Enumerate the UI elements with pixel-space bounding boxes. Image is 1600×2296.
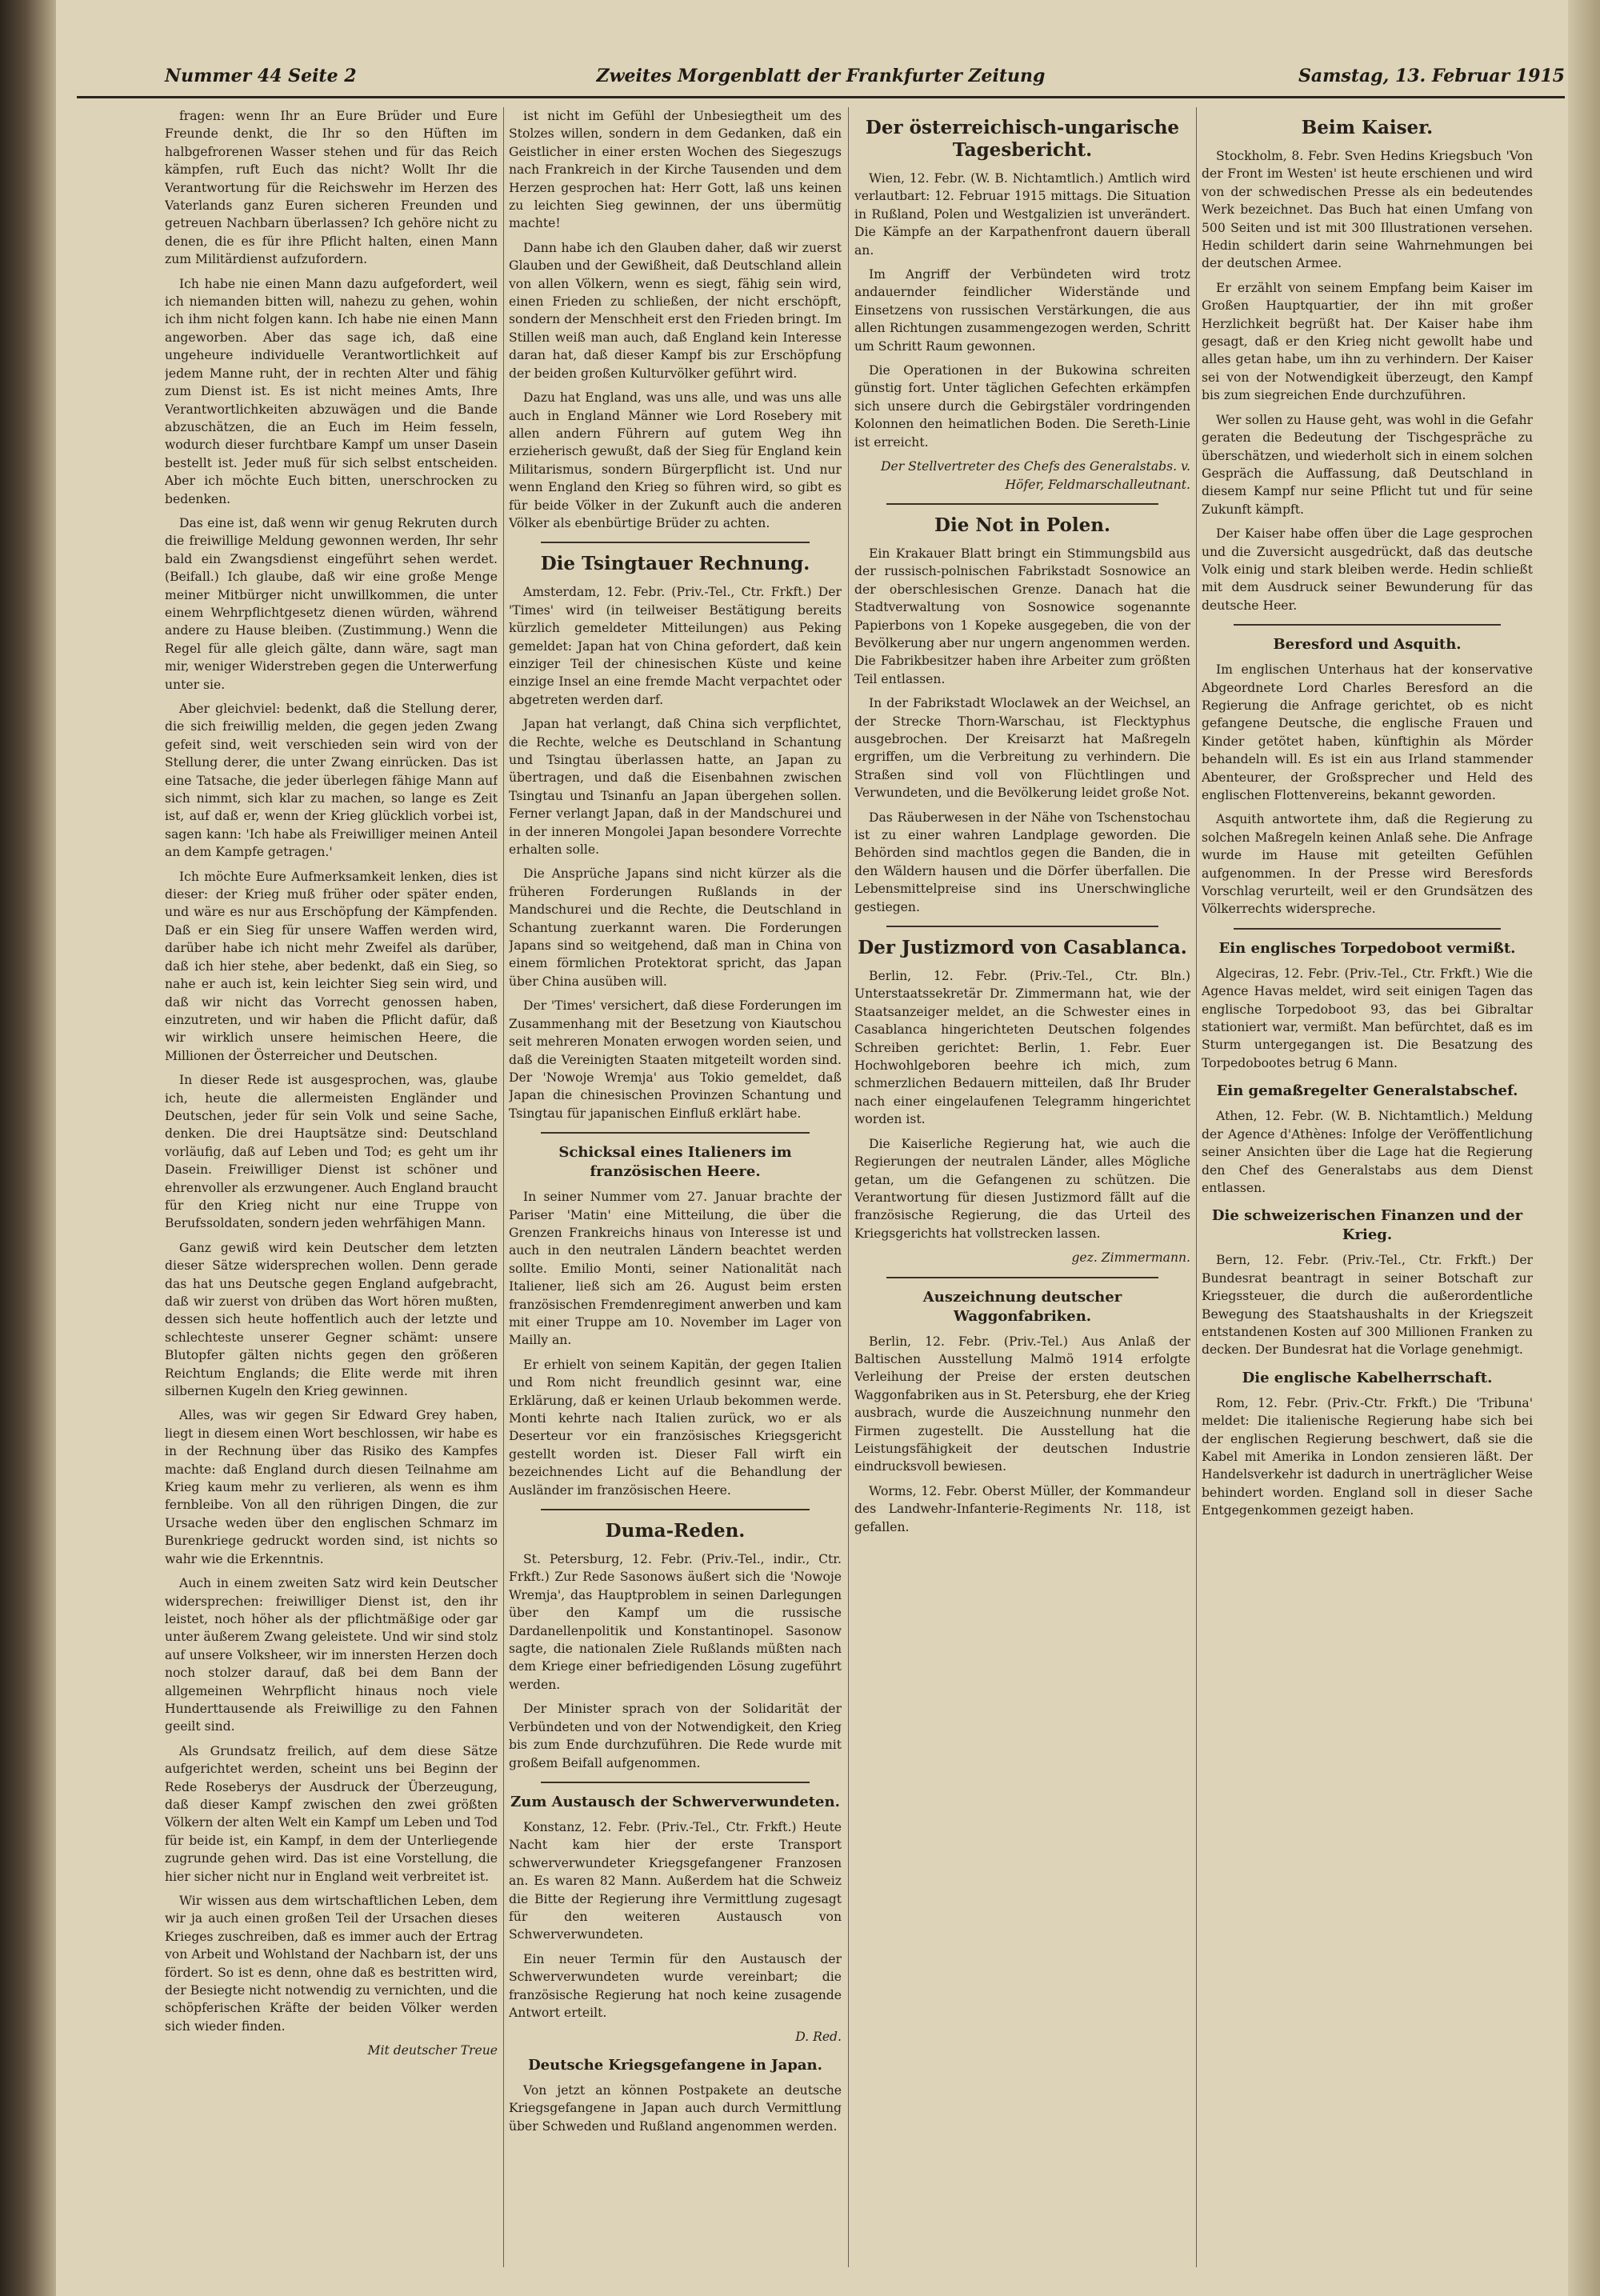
paragraph: Die Kaiserliche Regierung hat, wie auch die Regierungen der neutralen Länder, alles Mögliche getan, um die Gefangenen zu schützen. Die Verantwortung für diesen Justizmord fällt auf die französische Regierung, die das Urteil des Kriegsgerichts hat vollstrecken lassen. xyxy=(854,1136,1190,1241)
column-rule xyxy=(1196,107,1197,2267)
paragraph: Die Operationen in der Bukowina schreiten günstig fort. Unter täglichen Gefechten erkämpfen sich unsere durch die Gebirgstäler vordringenden Kolonnen den heimatlichen Boden. Die Sereth-Linie ist erreicht. xyxy=(854,363,1190,450)
column-4 xyxy=(1202,107,1533,2267)
paragraph: Das eine ist, daß wenn wir genug Rekruten durch die freiwillige Meldung gewonnen werden, Ihr sehr bald ein Zwangsdienst eingeführt sehen werdet. (Beifall.) Ich glaube, daß wir eine große Menge meiner Mitbürger nicht unwillkommen, die unter einem Wehrpflichtgesetz dienen würden, während andere zu Hause bleiben. (Zustimmung.) Wenn die Regel für alle gleich gälte, dann wäre, sagt man mir, weniger Widerstreben gegen die Unterwerfung unter sie. xyxy=(165,515,498,692)
paragraph: Dann habe ich den Glauben daher, daß wir zuerst Glauben und der Gewißheit, daß Deutschland allein von allen Völkern, wenn es siegt, fähig sein wird, einen Frieden zu schließen, der nicht erschöpft, sondern der Menschheit erst den Frieden bringt. Im Stillen weiß man auch, daß England kein Interesse daran hat, daß dieser Kampf bis zur Erschöpfung der beiden großen Kulturvölker geführt wird. xyxy=(509,240,842,381)
page-edge xyxy=(1568,0,1600,2296)
article-headline: Der österreichisch-ungarische Tagesbericht. xyxy=(865,117,1180,161)
paragraph: Konstanz, 12. Febr. (Priv.-Tel., Ctr. Frkft.) Heute Nacht kam hier der erste Transport schwerverwundeter Kriegsgefangener Franzosen an. Es waren 82 Mann. Außerdem hat die Schweiz die Bitte der Regierung ihre Vermittlung zugesagt für den weiteren Austausch von Schwerverwundeten. xyxy=(509,1819,842,1942)
paragraph: In seiner Nummer vom 27. Januar brachte der Pariser 'Matin' eine Mitteilung, die über die Grenzen Frankreichs hinaus von Interesse ist und auch in den neutralen Ländern beachtet werden sollte. Emilio Monti, seiner Nationalität nach Italiener, ließ sich am 26. August beim ersten französischen Fremdenregiment anwerben und kam mit einer Truppe am 10. November im Lager von Mailly an. xyxy=(509,1190,842,1348)
paragraph: Japan hat verlangt, daß China sich verpflichtet, die Rechte, welche es Deutschland in Schantung und Tsingtau überlassen hatte, an Japan zu übertragen, und daß die Eisenbahnen zwischen Tsingtau und Tsinanfu an Japan übergehen sollen. Ferner verlangt Japan, daß in der Mandschurei und in der inneren Mongolei Japan besondere Vorrechte erhalten solle. xyxy=(509,717,842,858)
article-divider xyxy=(541,1132,810,1134)
article-divider xyxy=(886,926,1158,927)
newspaper-title: Zweites Morgenblatt der Frankfurter Zeitung xyxy=(596,66,1046,86)
article-divider xyxy=(541,542,810,543)
paragraph: Ein neuer Termin für den Austausch der Schwerverwundeten wurde vereinbart; die französische Regierung hat noch keine zusagende Antwort erteilt. xyxy=(509,1951,842,2020)
article-headline: Die schweizerischen Finanzen und der Krieg. xyxy=(1211,1207,1523,1244)
column-2 xyxy=(509,107,842,2267)
paragraph: Algeciras, 12. Febr. (Priv.-Tel., Ctr. Frkft.) Wie die Agence Havas meldet, wird seit einigen Tagen das englische Torpedoboot 93, das bei Gibraltar stationiert war, vermißt. Man befürchtet, daß es im Sturm untergegangen ist. Die Besatzung des Torpedobootes betrug 6 Mann. xyxy=(1202,966,1533,1070)
newspaper-sheet xyxy=(77,56,1565,2280)
masthead xyxy=(77,56,1565,98)
paragraph: Das Räuberwesen in der Nähe von Tschenstochau ist zu einer wahren Landplage geworden. Die Behörden sind machtlos gegen die Banden, die in den Wäldern hausen und die Dörfer überfallen. Die Lebensmittelpreise sind ins Unerschwingliche gestiegen. xyxy=(854,810,1190,914)
article-divider xyxy=(541,1509,810,1510)
column-rule xyxy=(848,107,849,2267)
paragraph: Auch in einem zweiten Satz wird kein Deutscher widersprechen: freiwilliger Dienst ist, den ihr leistet, noch höher als der pflichtmäßige oder gar unter äußerem Zwang geleistete. Und wir sind stolz auf unsere Volksheer, wir im innersten Herzen doch noch stolzer darauf, daß bei dem Bann der allgemeinen Wehrpflicht hinaus noch viele Hunderttausende als Freiwillige zu den Fahnen geeilt sind. xyxy=(165,1576,498,1734)
article-headline: Zum Austausch der Schwerverwundeten. xyxy=(510,1793,840,1810)
paragraph: Er erzählt von seinem Empfang beim Kaiser im Großen Hauptquartier, der ihn mit großer Herzlichkeit begrüßt hat. Der Kaiser habe ihm gesagt, daß er den Krieg nicht gewollt habe und alles getan habe, um ihn zu verhindern. Der Kaiser sei von der Notwendigkeit überzeugt, den Kampf bis zum siegreichen Ende durchzuführen. xyxy=(1202,280,1533,403)
paragraph: Berlin, 12. Febr. (Priv.-Tel., Ctr. Bln.) Unterstaatssekretär Dr. Zimmermann hat, wie der Staatsanzeiger meldet, an die Schwester eines in Casablanca hingerichteten Deutschen folgendes Schreiben gerichtet: Berlin, 1. Febr. Euer Hochwohlgeboren beehre ich mich, zum schmerzlichen Bedauern mitteilen, daß Ihr Bruder nach einer eingelaufenen Telegramm hingerichtet worden ist. xyxy=(854,969,1190,1127)
paragraph: Athen, 12. Febr. (W. B. Nichtamtlich.) Meldung der Agence d'Athènes: Infolge der Veröffentlichung seiner Ansichten über die Lage hat die Regierung den Chef des Generalstabs aus dem Dienst entlassen. xyxy=(1202,1109,1533,1195)
article-headline: Ein gemaßregelter Generalstabschef. xyxy=(1216,1082,1518,1100)
paragraph: Wer sollen zu Hause geht, was wohl in die Gefahr geraten die Bedeutung der Tischgespräche zu überschätzen, und wiederholt sich in einem solchen Gespräch die Auffassung, daß Deutschland in diesem Kampf nur seine Pflicht tut und für seine Zukunft kämpft. xyxy=(1202,412,1533,517)
paragraph: Aber gleichviel: bedenkt, daß die Stellung derer, die sich freiwillig melden, die gegen jeden Zwang gefeit sind, weit verschieden sein wird von der Stellung derer, die unter Zwang einrücken. Das ist eine Tatsache, die jeder überlegen fähige Mann auf sich nimmt, sich klar zu machen, so lange es Zeit ist, auf daß er, wenn der Krieg glücklich vorbei ist, sagen kann: 'Ich habe als Freiwilliger meinen Anteil an dem Kampfe getragen.' xyxy=(165,702,498,860)
paragraph: Ein Krakauer Blatt bringt ein Stimmungsbild aus der russisch-polnischen Fabrikstadt Sosnowice an der oberschlesischen Grenze. Danach hat die Stadtverwaltung von Sosnowice sogenannte Papierbons von 1 Kopeke ausgegeben, die von der Bevölkerung aber nur ungern angenommen werden. Die Fabrikbesitzer haben ihre Arbeiter zum größten Teil entlassen. xyxy=(854,546,1190,686)
paragraph: Wir wissen aus dem wirtschaftlichen Leben, dem wir ja auch einen großen Teil der Ursachen dieses Krieges zuschreiben, daß es immer auch der Ertrag von Arbeit und Wohlstand der Nachbarn ist, der uns fördert. So ist es denn, ohne daß es bestritten wird, der Besiegte nicht notwendig zu vernichten, und die schöpferischen Kräfte der beiden Völker werden sich wieder finden. xyxy=(165,1894,498,2034)
article-headline: Die englische Kabelherrschaft. xyxy=(1242,1369,1493,1386)
article-headline: Auszeichnung deutscher Waggonfabriken. xyxy=(922,1288,1122,1325)
article-headline: Beresford und Asquith. xyxy=(1273,636,1462,654)
paragraph: Stockholm, 8. Febr. Sven Hedins Kriegsbuch 'Von der Front im Westen' ist heute erschienen und wird von der schwedischen Presse als ein bedeutendes Werk bezeichnet. Das Buch hat einen Umfang von 500 Seiten und ist mit 300 Illustrationen versehen. Hedin schildert darin seine Wahrnehmungen bei der deutschen Armee. xyxy=(1202,149,1533,271)
paragraph: Der Kaiser habe offen über die Lage gesprochen und die Zuversicht ausgedrückt, daß das deutsche Volk einig und stark bleiben werde. Hedin schließt mit dem Ausdruck seiner Bewunderung für das deutsche Heer. xyxy=(1202,526,1533,613)
paragraph: Der Minister sprach von der Solidarität der Verbündeten und von der Notwendigkeit, den Krieg bis zum Ende durchzuführen. Die Rede wurde mit großem Beifall aufgenommen. xyxy=(509,1702,842,1770)
paragraph: Rom, 12. Febr. (Priv.-Ctr. Frkft.) Die 'Tribuna' meldet: Die italienische Regierung habe sich bei der englischen Regierung beschwert, daß sie die Kabel mit Amerika in London zensieren läßt. Der Handelsverkehr ist dadurch in unerträglicher Weise behindert worden. England soll in dieser Sache Entgegenkommen gezeigt haben. xyxy=(1202,1395,1533,1518)
paragraph: In dieser Rede ist ausgesprochen, was, glaube ich, heute die allermeisten Engländer und Deutschen, jeder für sein Volk und seine Sache, denken. Die drei Hauptsätze sind: Deutschland vorläufig, daß auf Leben und Tod; es geht um ihr Dasein. Freiwilliger Dienst ist schöner und ehrenvoller als erzwungener. Auch England braucht für den Krieg nicht nur eine Truppe von Berufssoldaten, sondern jeden wehrfähigen Mann. xyxy=(165,1073,498,1231)
paragraph: fragen: wenn Ihr an Eure Brüder und Eure Freunde denkt, die Ihr so den Hüften im halbgefrorenen Wasser stehen und für das Reich kämpfen, ruft Euch das nicht? Wollt Ihr die Verantwortung für die Reichswehr im Herzen des Vaterlands ganz Euren sicheren Freunden und getreuen Nachbarn überlassen? Ich gehöre nicht zu denen, die es für ihre Pflicht halten, einen Mann zum Militärdienst aufzufordern. xyxy=(165,109,498,267)
paragraph: Der 'Times' versichert, daß diese Forderungen im Zusammenhang mit der Besetzung von Kiautschou seit mehreren Monaten erwogen worden seien, und daß die Vereinigten Staaten mitgeteilt worden sind. Der 'Nowoje Wremja' aus Tokio gemeldet, daß Japan die chinesischen Provinzen Schantung und Tsingtau für japanischen Einfluß erklärt habe. xyxy=(509,998,842,1121)
article-headline: Die Tsingtauer Rechnung. xyxy=(540,553,810,575)
paragraph: Von jetzt an können Postpakete an deutsche Kriegsgefangene in Japan auch durch Vermittlung über Schweden und Rußland angenommen werden. xyxy=(509,2082,842,2134)
paragraph: Berlin, 12. Febr. (Priv.-Tel.) Aus Anlaß der Baltischen Ausstellung Malmö 1914 erfolgte Verleihung der Preise der ersten deutschen Waggonfabriken aus in St. Petersburg, ehe der Krieg ausbrach, wurde die Auszeichnung nunmehr den Firmen zugestellt. Die Ausstellung hat die Leistungsfähigkeit der deutschen Industrie eindrucksvoll bewiesen. xyxy=(854,1334,1190,1474)
signature: Mit deutscher Treue xyxy=(367,2043,498,2058)
signature: Der Stellvertreter des Chefs des Generalstabs. v. Höfer, Feldmarschalleutnant. xyxy=(881,459,1190,492)
article-divider xyxy=(541,1782,810,1783)
paragraph: Asquith antwortete ihm, daß die Regierung zu solchen Maßregeln keinen Anlaß sehe. Die Anfrage wurde im Hause mit geteilten Gefühlen aufgenommen. In der Presse wird Beresfords Vorschlag verurteilt, weil er den Grundsätzen des Völkerrechts widerspreche. xyxy=(1202,812,1533,917)
paragraph: Er erhielt von seinem Kapitän, der gegen Italien und Rom nicht freundlich gesinnt war, eine Erklärung, daß er keinen Urlaub bekommen werde. Monti kehrte nach Italien zurück, wo er als Deserteur vor ein französisches Kriegsgericht gestellt worden ist. Dieser Fall wirft ein bezeichnendes Licht auf die Behandlung der Ausländer im französischen Heere. xyxy=(509,1357,842,1498)
paragraph: Im englischen Unterhaus hat der konservative Abgeordnete Lord Charles Beresford an die Regierung die Anfrage gerichtet, ob es nicht gefangene Deutsche, die englische Frauen und Kinder getötet haben, künftighin als Mörder behandeln will. Es ist ein aus Irland stammender Abenteurer, der Großsprecher und Held des englischen Flottenvereins, bekannt geworden. xyxy=(1202,662,1533,802)
article-headline: Duma-Reden. xyxy=(605,1520,746,1542)
book-binding xyxy=(0,0,56,2296)
article-headline: Deutsche Kriegsgefangene in Japan. xyxy=(528,2056,822,2074)
paragraph: ist nicht im Gefühl der Unbesiegtheit um des Stolzes willen, sondern in dem Gedanken, daß ein Geistlicher in einer ersten Wochen des Siegeszugs nach Frankreich in der Kirche Tausenden und dem Herzen gesprochen hat: Herr Gott, laß uns keinen zu leichten Sieg gewinnen, der uns übermütig machte! xyxy=(509,109,842,231)
paragraph: Die Ansprüche Japans sind nicht kürzer als die früheren Forderungen Rußlands in der Mandschurei und die Rechte, die Deutschland in Schantung zuerkannt waren. Die Forderungen Japans sind so weitgehend, daß man in China von einem förmlichen Protektorat spricht, das Japan über China ausüben will. xyxy=(509,866,842,989)
article-headline: Schicksal eines Italieners im französischen Heere. xyxy=(558,1144,792,1181)
article-divider xyxy=(886,1277,1158,1278)
paragraph: Ich habe nie einen Mann dazu aufgefordert, weil ich niemanden bitten will, nahezu zu gehen, wohin ich ihm nicht folgen kann. Ich habe nie einen Mann angeworben. Aber das sage ich, daß eine ungeheure individuelle Verantwortlichkeit auf jedem Manne ruht, der in rechten Alter und fähig zum Dienst ist. Es ist nicht meines Amts, Ihre Verantwortlichkeiten abzuwägen und die Bande abzuschätzen, die an Euch im Heim fesseln, wodurch dieser furchtbare Kampf um unser Dasein bestellt ist. Jeder muß für sich selbst entscheiden. Aber ich möchte Euch bitten, unerschrocken zu bedenken. xyxy=(165,276,498,506)
article-divider xyxy=(1234,928,1501,930)
paragraph: Ganz gewiß wird kein Deutscher dem letzten dieser Sätze widersprechen wollen. Denn gerade das hat uns Deutsche gegen England aufgebracht, daß wir zuerst von drüben das Wort hören mußten, dessen sich heute hoffentlich auch der letzte und schlechteste unserer Gegner schämt: unsere Blutopfer gälten nichts gegen den größeren Reichtum Englands; die Elite werde mit ihren silbernen Kugeln den Krieg gewinnen. xyxy=(165,1240,498,1399)
issue-date: Samstag, 13. Februar 1915 xyxy=(1298,66,1565,86)
paragraph: Im Angriff der Verbündeten wird trotz andauernder feindlicher Widerstände und Einsetzens von russischen Verstärkungen, die aus allen Richtungen zusammengezogen werden, Schritt um Schritt Raum gewonnen. xyxy=(854,267,1190,354)
paragraph: Amsterdam, 12. Febr. (Priv.-Tel., Ctr. Frkft.) Der 'Times' wird (in teilweiser Bestätigung bereits kürzlich gemeldeter Mitteilungen) aus Peking gemeldet: Japan hat von China gefordert, daß kein einziger Teil der chinesischen Küste und keine einzige Insel an eine fremde Macht verpachtet oder abgetreten werden darf. xyxy=(509,585,842,707)
paragraph: Dazu hat England, was uns alle, und was uns alle auch in England Männer wie Lord Rosebery mit allen andern Führern auf gutem Weg ihn erzieherisch gewußt, daß der Sieg für England kein Militarismus, sondern Bürgerpflicht ist. Und nur wenn England den Krieg so führen wird, so gibt es für beide Völker in der Zukunft auch die anderen Völker als ebenbürtige Brüder zu achten. xyxy=(509,390,842,530)
paragraph: Alles, was wir gegen Sir Edward Grey haben, liegt in diesem einen Wort beschlossen, wir habe es in der Rechnung über das Risiko des Kampfes machte: daß England durch diesen Teilnahme am Krieg kaum mehr zu verlieren, als wenn es ihm fernbleibe. Von all den rührigen Dingen, die zur Ursache weden über den englischen Schmarz im Burenkriege gedruckt worden sind, ist nichts so wahr wie die Erkenntnis. xyxy=(165,1408,498,1566)
paragraph: St. Petersburg, 12. Febr. (Priv.-Tel., indir., Ctr. Frkft.) Zur Rede Sasonows äußert sich die 'Nowoje Wremja', das Hauptproblem in seinen Darlegungen über den Kampf um die russische Dardanellenpolitik und Konstantinopel. Sasonow sagte, die nationalen Ziele Rußlands müßten nach dem Kriege einer befriedigenden Lösung zugeführt werden. xyxy=(509,1552,842,1692)
column-rule xyxy=(503,107,504,2267)
issue-number: Nummer 44 Seite 2 xyxy=(165,66,357,86)
article-headline: Beim Kaiser. xyxy=(1301,117,1434,138)
signature: D. Red. xyxy=(795,2030,842,2045)
column-3 xyxy=(854,107,1190,2267)
paragraph: Als Grundsatz freilich, auf dem diese Sätze aufgerichtet werden, scheint uns bei Beginn der Rede Roseberys der Ausdruck der Überzeugung, daß dieser Kampf zwischen den zwei größten Völkern der alten Welt ein Kampf um Leben und Tod für beide ist, ein Kampf, in dem der Unterliegende zugrunde gehen wird. Das ist eine Vorstellung, die hier sicher nicht nur in England weit verbreitet ist. xyxy=(165,1743,498,1884)
paragraph: Wien, 12. Febr. (W. B. Nichtamtlich.) Amtlich wird verlautbart: 12. Februar 1915 mittags. Die Situation in Rußland, Polen und Westgalizien ist unverändert. Die Kämpfe an der Karpathenfront dauern überall an. xyxy=(854,171,1190,258)
article-headline: Ein englisches Torpedoboot vermißt. xyxy=(1218,939,1516,957)
paragraph: In der Fabrikstadt Wloclawek an der Weichsel, an der Strecke Thorn-Warschau, ist Flecktyphus ausgebrochen. Der Kreisarzt hat Maßregeln ergriffen, um die Verbreitung zu verhindern. Die Straßen sind voll von Flüchtlingen und Verwundeten, und die Bevölkerung leidet große Not. xyxy=(854,696,1190,801)
article-divider xyxy=(886,503,1158,505)
article-headline: Der Justizmord von Casablanca. xyxy=(858,937,1187,959)
paragraph: Ich möchte Eure Aufmerksamkeit lenken, dies ist dieser: der Krieg muß früher oder später enden, und wäre es nur aus Erschöpfung der Kämpfenden. Daß er ein Sieg für unsere Waffen werden wird, darüber habe ich nicht mehr Zweifel als darüber, daß ich hier stehe, aber bedenkt, daß ein Sieg, so nahe er auch ist, kein leichter Sieg sein wird, und daß wir nicht das Vorrecht genossen haben, einzutreten, und wir haben die Pflicht dafür, daß wir wirklich unsere heimischen Heere, die Millionen der Österreicher und Deutschen. xyxy=(165,869,498,1063)
article-divider xyxy=(1234,624,1501,626)
paragraph: Bern, 12. Febr. (Priv.-Tel., Ctr. Frkft.) Der Bundesrat beantragt in seiner Botschaft zur Kriegssteuer, die durch die außerordentliche Bewegung des Staatshaushalts in der Kriegszeit entstandenen Kosten auf 300 Millionen Franken zu decken. Der Bundesrat hat die Vorlage genehmigt. xyxy=(1202,1253,1533,1358)
signature: gez. Zimmermann. xyxy=(1071,1250,1190,1266)
article-headline: Die Not in Polen. xyxy=(934,514,1110,536)
paragraph: Worms, 12. Febr. Oberst Müller, der Kommandeur des Landwehr-Infanterie-Regiments Nr. 118, ist gefallen. xyxy=(854,1483,1190,1534)
column-1 xyxy=(165,107,498,2267)
